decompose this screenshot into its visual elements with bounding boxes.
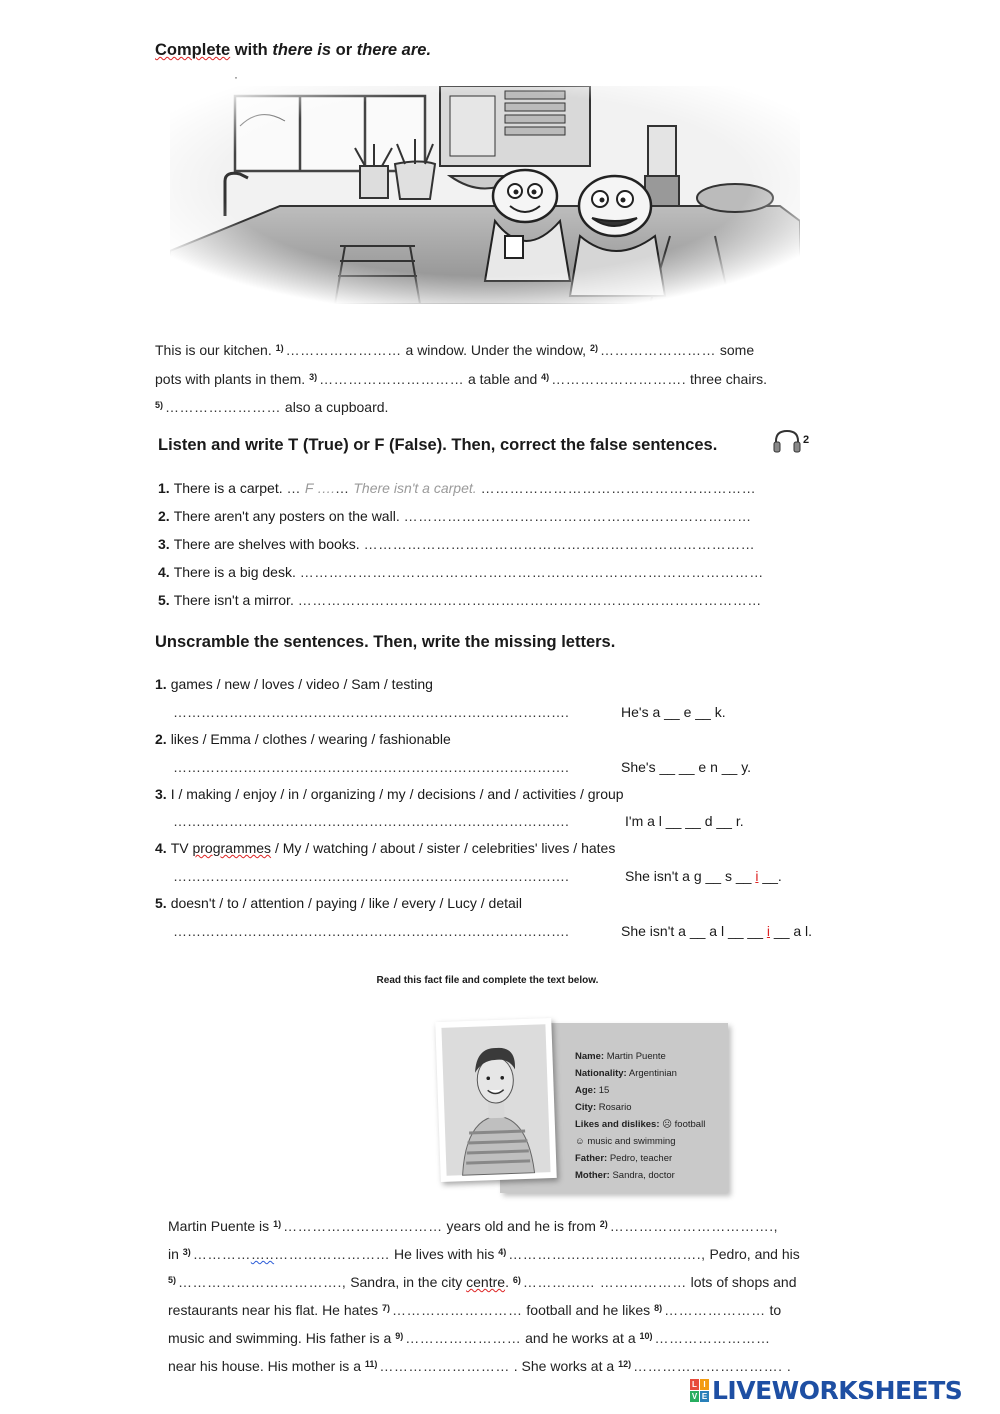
unscramble-prompt-1: 1. games / new / loves / video / Sam / testing	[155, 676, 433, 692]
fact-name: Name: Martin Puente	[575, 1051, 666, 1062]
fact-father: Father: Pedro, teacher	[575, 1153, 673, 1164]
blank-m2[interactable]: …………………………….,	[609, 1218, 779, 1234]
answer-tf-1[interactable]: F ….	[304, 480, 335, 496]
kitchen-paragraph: This is our kitchen. $^{1)}$ …………………… a window. Under the window, $^{2)}$ …………………… some pots with plants in them. $^{3)}$ ………………………… a table and $^{4)}$ ………………………. three chairs. $^{5)}$ …………………… also a cupboard.	[155, 342, 768, 415]
fact-nationality: Nationality: Argentinian	[575, 1068, 677, 1079]
blank-m7[interactable]: ………………………	[392, 1302, 523, 1318]
tf-item: 1. There is a carpet. … F ….… There isn't a carpet. …………………………………………………	[158, 480, 757, 496]
unscramble-hint-4[interactable]: She isn't a g __ s __ i __.	[625, 868, 782, 884]
blank-m3[interactable]: ……………..……………………	[192, 1246, 391, 1262]
title-there-are: there are.	[356, 41, 432, 59]
blank-m12[interactable]: …………………………. .	[633, 1358, 792, 1374]
fact-mother: Mother: Sandra, doctor	[575, 1170, 675, 1181]
martin-paragraph: Martin Puente is $^{1)}$ …………………………… years old and he is from $^{2)}$ ……………………………., in $^{3)}$ ……………..…………………… He lives with his $^{4)}$ …………………………………., Pedro, and his $^{5)}$ ……………………………., Sandra, in the city centre. $^{6)}$ …………… ……………… lots of shops and restaurants near his flat. He hates $^{7)}$ ……………………… football and he likes $^{8)}$ ………………… to music and swimming. His father is a $^{9)}$ …………………… and he works at a $^{10)}$ …………………… near his house. His mother is a $^{11)}$ ……………………… . She works at a $^{12)}$ …………………………. .	[168, 1218, 800, 1374]
blank-m5[interactable]: …………………………….,	[178, 1274, 347, 1290]
blank-m9[interactable]: ……………………	[405, 1330, 522, 1346]
answer-line-4[interactable]: ……………………………………………………………………………………	[299, 564, 764, 580]
brand-text: LIVEWORKSHEETS	[712, 1375, 963, 1405]
tf-item: 4. There is a big desk. ……………………………………………………………………………………	[158, 564, 764, 580]
audio-track-number: 2	[803, 434, 810, 446]
live-blocks-icon: L I V E	[691, 1379, 708, 1401]
section3-title: Unscramble the sentences. Then, write the missing letters.	[155, 633, 616, 651]
kitchen-illustration	[170, 86, 800, 304]
title-or: or	[331, 41, 357, 59]
unscramble-hint-5[interactable]: She isn't a __ a l __ __ i __ a l.	[621, 923, 813, 939]
title-there-is: there is	[272, 41, 332, 59]
unscramble-prompt-5: 5. doesn't / to / attention / paying / like / every / Lucy / detail	[155, 895, 522, 911]
unscramble-hint-2[interactable]: She's __ __ e n __ y.	[621, 759, 752, 775]
title-with: with	[230, 41, 273, 59]
fact-file-photo	[435, 1018, 557, 1182]
blank-3[interactable]: …………………………	[319, 370, 465, 387]
blank-m1[interactable]: ……………………………	[283, 1218, 443, 1234]
unscramble-hint-1[interactable]: He's a __ e __ k.	[621, 704, 726, 720]
fact-age: Age: 15	[575, 1085, 610, 1096]
unscramble-prompt-2: 2. likes / Emma / clothes / wearing / fashionable	[155, 731, 451, 747]
blank-m11[interactable]: ………………………	[379, 1358, 510, 1374]
fact-likes: Likes and dislikes: ☹ football	[575, 1119, 706, 1130]
unscramble-hint-3[interactable]: I'm a l __ __ d __ r.	[625, 813, 744, 829]
fact-file-text	[575, 1048, 725, 1184]
section2-title: Listen and write T (True) or F (False). Then, correct the false sentences.	[158, 436, 718, 454]
blank-1[interactable]: ……………………	[285, 342, 402, 358]
answer-line-5[interactable]: ……………………………………………………………………………………	[297, 592, 762, 608]
tf-list	[158, 474, 858, 614]
unscramble-answer-3[interactable]: ………………………………………………………………………….	[173, 813, 569, 829]
answer-line-3[interactable]: ………………………………………………………………………	[363, 536, 756, 552]
boy-portrait-icon	[435, 1018, 557, 1182]
blank-m6[interactable]: …………… ………………	[522, 1274, 687, 1290]
fact-likes-2: ☺ music and swimming	[575, 1136, 676, 1147]
unscramble-answer-4[interactable]: ………………………………………………………………………….	[173, 868, 569, 884]
unscramble-prompt-3: 3. I / making / enjoy / in / organizing / my / decisions / and / activities / group	[155, 786, 624, 802]
headphones-icon	[772, 428, 802, 459]
section4-title: Read this fact file and complete the text below.	[376, 975, 599, 986]
title-complete: Complete	[155, 41, 231, 59]
unscramble-answer-5[interactable]: ………………………………………………………………………….	[173, 923, 569, 939]
tf-item: 3. There are shelves with books. ………………………………………………………………………	[158, 536, 756, 552]
blank-m4[interactable]: ………………………………….,	[508, 1246, 706, 1262]
blank-4[interactable]: ……………………….	[551, 370, 687, 387]
tf-item: 5. There isn't a mirror. ……………………………………………………………………………………	[158, 592, 762, 608]
blank-5[interactable]: ……………………	[165, 399, 282, 415]
answer-correction-1[interactable]: There isn't a carpet.	[353, 480, 477, 496]
section1-title	[155, 41, 431, 60]
unscramble-answer-2[interactable]: ………………………………………………………………………….	[173, 759, 569, 775]
tf-item: 2. There aren't any posters on the wall. ………………………………………………………………	[158, 508, 752, 524]
stray-dot: ·	[234, 70, 238, 84]
answer-line-2[interactable]: ………………………………………………………………	[403, 508, 752, 524]
fact-city: City: Rosario	[575, 1102, 632, 1113]
unscramble-prompt-4: 4. TV programmes / My / watching / about / sister / celebrities' lives / hates	[155, 840, 616, 856]
blank-m10[interactable]: ……………………	[654, 1330, 771, 1346]
blank-m8[interactable]: …………………	[664, 1302, 766, 1318]
liveworksheets-logo[interactable]	[690, 1373, 962, 1407]
blank-2[interactable]: ……………………	[599, 342, 716, 358]
unscramble-answer-1[interactable]: ………………………………………………………………………….	[173, 704, 569, 720]
